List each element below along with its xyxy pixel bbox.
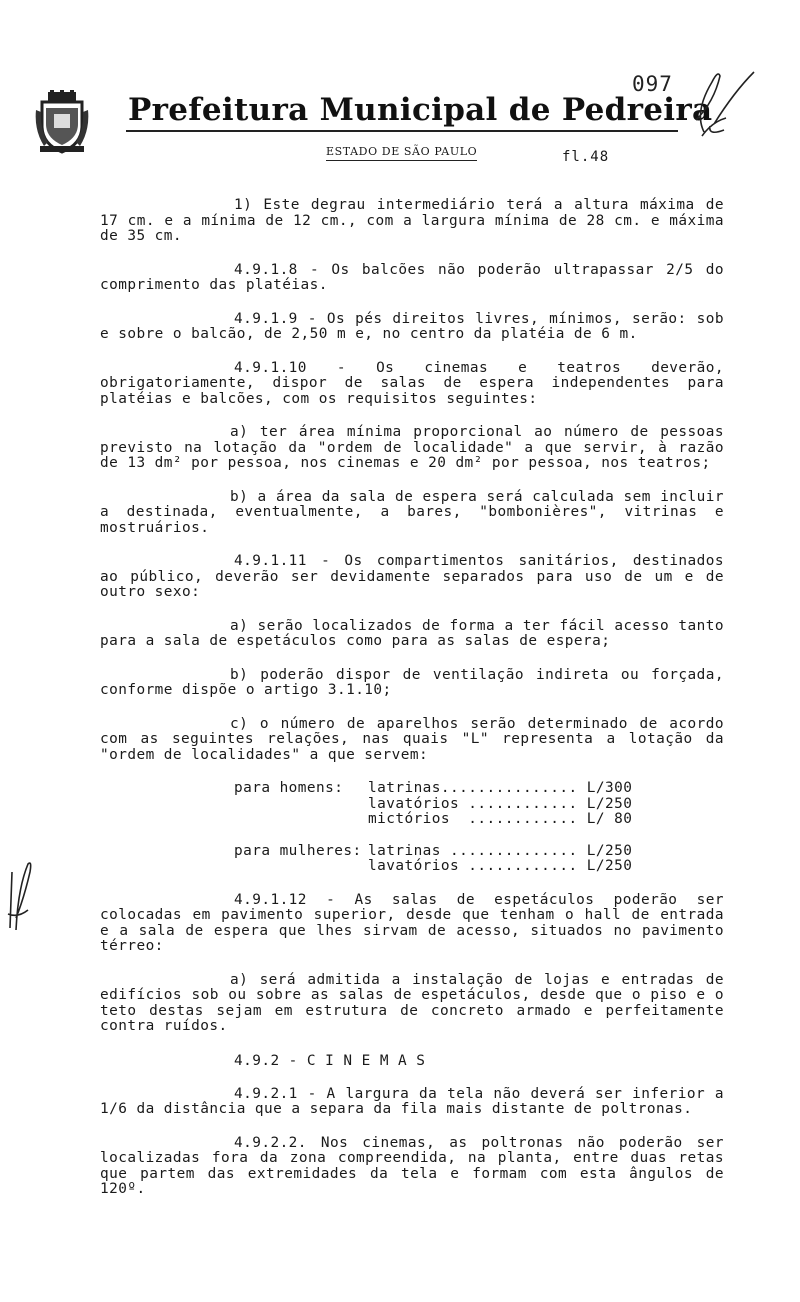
fixture-ratio: L/250 [586,795,633,812]
table-row [100,797,724,813]
folio-number: fl.48 [562,149,610,165]
fixture-dots: ............... [440,780,578,796]
fixture-item: lavatórios [368,858,460,874]
fixture-item: mictórios [368,811,451,827]
handwritten-initials [674,62,764,142]
title-underline [126,130,678,132]
paragraph-degrau: 1) Este degrau intermediário terá a altura máxima de 17 cm. e a mínima de 12 cm., com a largura mínima de 28 cm. e máxima de 35 cm. [100,197,724,244]
paragraph-4-9-2-2: 4.9.2.2. Nos cinemas, as poltronas não poderão ser localizadas fora da zona compreendida, na planta, entre duas retas que partem das extremidades da tela e formam com esta ângulos de 120º. [100,1134,724,1197]
fixture-dots: ............ [468,858,578,874]
paragraph-4-9-1-10: 4.9.1.10 - Os cinemas e teatros deverão, obrigatoriamente, dispor de salas de espera independentes para platéias e balcões, com os requisitos seguintes: [100,359,724,407]
sanitary-fixtures-table [100,781,724,875]
margin-signature [2,858,38,934]
fixture-ratio: L/ 80 [586,811,633,827]
fixture-item: latrinas [368,842,441,859]
section-heading-cinemas: 4.9.2 - C I N E M A S [234,1052,426,1069]
paragraph-4-9-1-10-a: a) ter área mínima proporcional ao número de pessoas previsto na lotação da "ordem de localidade" a que servir, à razão de 13 dm² por pessoa, nos cinemas e 20 dm² por pessoa, nos teatros; [100,424,724,471]
paragraph-4-9-1-11-a: a) serão localizados de forma a ter fácil acesso tanto para a sala de espetáculos como para as salas de espera; [100,617,724,649]
paragraph-4-9-1-11: 4.9.1.11 - Os compartimentos sanitários, destinados ao público, deverão ser devidamente separados para uso de um e de outro sexo: [100,553,724,600]
paragraph-4-9-1-12: 4.9.1.12 - As salas de espetáculos poderão ser colocadas em pavimento superior, desde que tenham o hall de entrada e a sala de espera que lhes sirvam de acesso, situados no pavimento térreo: [100,891,724,954]
table-row [100,859,724,875]
page-title: Prefeitura Municipal de Pedreira [128,92,713,128]
paragraph-4-9-1-10-b: b) a área da sala de espera será calculada sem incluir a destinada, eventualmente, a bares, "bombonières", vitrinas e mostruários. [100,488,724,536]
state-subtitle: ESTADO DE SÃO PAULO [326,145,477,161]
women-label: para mulheres: [234,842,362,859]
coat-of-arms-icon [34,90,90,154]
fixture-item: latrinas [368,780,441,796]
paragraph-4-9-1-9: 4.9.1.9 - Os pés direitos livres, mínimos, serão: sob e sobre o balcão, de 2,50 m e, no centro da platéia de 6 m. [100,310,724,342]
paragraph-4-9-1-8: 4.9.1.8 - Os balcões não poderão ultrapassar 2/5 do comprimento das platéias. [100,261,724,293]
fixture-item: lavatórios [368,795,460,812]
fixture-ratio: L/250 [586,842,633,859]
table-row [100,844,724,860]
fixture-dots: ............ [468,811,578,827]
paragraph-4-9-1-11-c: c) o número de aparelhos serão determinado de acordo com as seguintes relações, nas quais "L" representa a lotação da "ordem de localidades" a que servem: [100,715,724,763]
fixture-ratio: L/250 [586,858,633,874]
paragraph-4-9-1-11-b: b) poderão dispor de ventilação indireta ou forçada, conforme dispõe o artigo 3.1.10; [100,666,724,698]
men-label: para homens: [234,780,344,796]
table-row [100,812,724,828]
fixture-dots: .............. [450,842,578,859]
page-stamp-number: 097 [632,72,673,96]
fixture-dots: ............ [468,795,578,812]
document-body [100,198,724,1216]
paragraph-4-9-2-1: 4.9.2.1 - A largura da tela não deverá ser inferior a 1/6 da distância que a separa da fila mais distante de poltronas. [100,1085,724,1117]
paragraph-4-9-1-12-a: a) será admitida a instalação de lojas e entradas de edifícios sob ou sobre as salas de espetáculos, desde que o piso e o teto destas sejam em estrutura de concreto armado e perfeitamente contra ruídos. [100,971,724,1034]
table-row [100,781,724,797]
fixture-ratio: L/300 [586,780,633,796]
